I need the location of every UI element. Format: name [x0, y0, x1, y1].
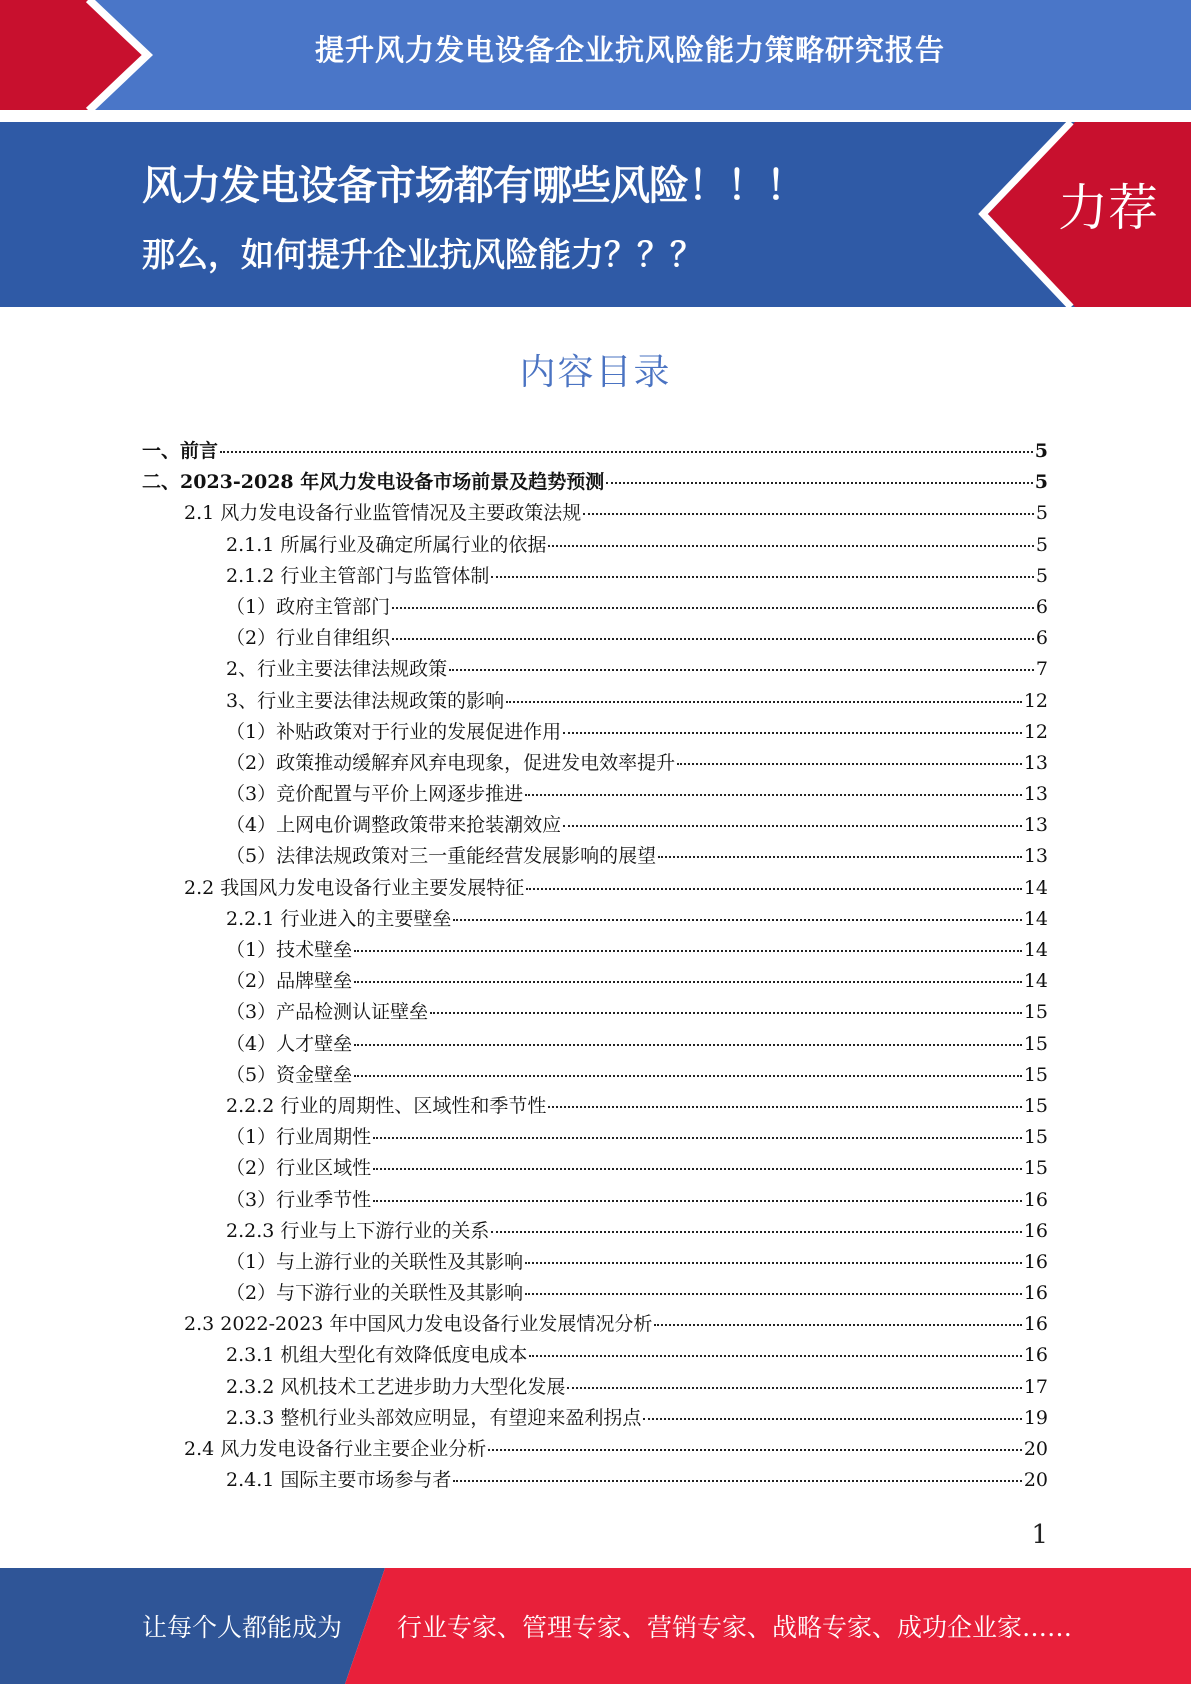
toc-entry-label: （2）与下游行业的关联性及其影响 — [226, 1282, 524, 1305]
toc-leader-dots — [373, 1136, 1022, 1139]
page-number: 1 — [1031, 1520, 1048, 1550]
toc-leader-dots — [506, 700, 1022, 703]
toc-entry-label: 2、行业主要法律法规政策 — [226, 658, 448, 681]
toc-title: 内容目录 — [519, 352, 672, 393]
toc-leader-dots — [563, 824, 1022, 827]
toc-entry[interactable] — [142, 1340, 1048, 1371]
toc-leader-dots — [563, 731, 1022, 734]
toc-leader-dots — [491, 575, 1034, 578]
toc-entry-page: 12 — [1023, 689, 1048, 712]
toc-entry-label: 2.1.1 所属行业及确定所属行业的依据 — [226, 533, 547, 556]
toc-entry-page: 5 — [1035, 564, 1048, 587]
toc-entry[interactable] — [142, 498, 1048, 529]
toc-leader-dots — [453, 918, 1021, 921]
toc-entry[interactable] — [142, 1372, 1048, 1403]
toc-leader-dots — [529, 1354, 1021, 1357]
toc-entry[interactable] — [142, 1216, 1048, 1247]
toc-entry[interactable] — [142, 686, 1048, 717]
toc-entry-page: 5 — [1035, 502, 1048, 525]
toc-entry-page: 14 — [1023, 970, 1048, 993]
toc-entry-page: 19 — [1023, 1406, 1048, 1429]
toc-entry-label: （4）人才壁垒 — [226, 1032, 353, 1055]
toc-leader-dots — [548, 1105, 1021, 1108]
toc-entry-page: 6 — [1035, 627, 1048, 650]
toc-entry-label: 2.4.1 国际主要市场参与者 — [226, 1469, 452, 1492]
toc-entry-label: （2）政策推动缓解弃风弃电现象，促进发电效率提升 — [226, 751, 676, 774]
toc-entry[interactable] — [142, 1091, 1048, 1122]
toc-leader-dots — [677, 762, 1022, 765]
toc-entry[interactable] — [142, 1247, 1048, 1278]
toc-entry-page: 16 — [1023, 1188, 1048, 1211]
toc-entry[interactable] — [142, 748, 1048, 779]
toc-leader-dots — [449, 668, 1034, 671]
toc-entry-page: 17 — [1023, 1375, 1048, 1398]
toc-entry-label: （5）法律法规政策对三一重能经营发展影响的展望 — [226, 845, 657, 868]
headline-question: 那么，如何提升企业抗风险能力？？？ — [142, 235, 703, 274]
toc-leader-dots — [525, 1261, 1022, 1264]
toc-entry-page: 13 — [1023, 751, 1048, 774]
toc-entry-page: 15 — [1023, 1126, 1048, 1149]
toc-entry-label: （4）上网电价调整政策带来抢装潮效应 — [226, 814, 562, 837]
toc-entry[interactable] — [142, 1403, 1048, 1434]
toc-entry[interactable] — [142, 1122, 1048, 1153]
toc-entry-label: （1）行业周期性 — [226, 1126, 372, 1149]
toc-entry[interactable] — [142, 1185, 1048, 1216]
toc-leader-dots — [583, 512, 1034, 515]
toc-leader-dots — [373, 1167, 1022, 1170]
toc-entry[interactable] — [142, 810, 1048, 841]
toc-entry[interactable] — [142, 561, 1048, 592]
toc-entry-page: 5 — [1034, 440, 1048, 462]
toc-entry-label: （2）行业自律组织 — [226, 627, 391, 650]
toc-entry[interactable] — [142, 935, 1048, 966]
toc-entry-label: 2.2.2 行业的周期性、区域性和季节性 — [226, 1094, 547, 1117]
toc-entry[interactable] — [142, 904, 1048, 935]
toc-entry-page: 15 — [1023, 1063, 1048, 1086]
toc-entry[interactable] — [142, 841, 1048, 872]
toc-entry-page: 16 — [1023, 1344, 1048, 1367]
toc-leader-dots — [392, 637, 1034, 640]
toc-leader-dots — [392, 606, 1034, 609]
toc-entry-page: 16 — [1023, 1282, 1048, 1305]
toc-entry-page: 6 — [1035, 595, 1048, 618]
recommend-badge: 力荐 — [1058, 179, 1158, 237]
headline-risk: 风力发电设备市场都有哪些风险！！！ — [142, 163, 805, 209]
toc-entry-label: 3、行业主要法律法规政策的影响 — [226, 689, 505, 712]
toc-entry-page: 20 — [1023, 1469, 1048, 1492]
toc-entry[interactable] — [142, 623, 1048, 654]
toc-entry[interactable] — [142, 873, 1048, 904]
toc-leader-dots — [430, 1011, 1022, 1014]
toc-entry[interactable] — [142, 1434, 1048, 1465]
toc-leader-dots — [654, 1323, 1021, 1326]
toc-entry-label: （1）与上游行业的关联性及其影响 — [226, 1250, 524, 1273]
toc-entry-page: 15 — [1023, 1094, 1048, 1117]
toc-entry-page: 15 — [1023, 1157, 1048, 1180]
toc-entry-label: （2）行业区域性 — [226, 1157, 372, 1180]
toc-entry-page: 5 — [1035, 533, 1048, 556]
toc-entry-page: 5 — [1034, 471, 1048, 494]
toc-entry-label: 2.3.1 机组大型化有效降低度电成本 — [226, 1344, 528, 1367]
toc-entry-label: （2）品牌壁垒 — [226, 970, 353, 993]
toc-entry-page: 16 — [1023, 1250, 1048, 1273]
toc-entry[interactable] — [142, 592, 1048, 623]
toc-leader-dots — [354, 949, 1022, 952]
toc-entry-label: 2.3.3 整机行业头部效应明显，有望迎来盈利拐点 — [226, 1406, 642, 1429]
toc-entry-label: 2.1 风力发电设备行业监管情况及主要政策法规 — [184, 502, 582, 525]
toc-entry[interactable] — [142, 997, 1048, 1028]
toc-entry-label: 2.2 我国风力发电设备行业主要发展特征 — [184, 876, 525, 899]
toc-entry[interactable] — [142, 1029, 1048, 1060]
toc-entry-label: 2.2.3 行业与上下游行业的关系 — [226, 1219, 490, 1242]
toc-entry-label: 一、前言 — [142, 440, 219, 462]
toc-entry-page: 15 — [1023, 1032, 1048, 1055]
toc-entry-label: 2.2.1 行业进入的主要壁垒 — [226, 907, 452, 930]
toc-leader-dots — [643, 1417, 1021, 1420]
toc-entry-page: 7 — [1035, 658, 1048, 681]
toc-entry[interactable] — [142, 1465, 1048, 1496]
toc-leader-dots — [548, 544, 1034, 547]
toc-entry-page: 13 — [1023, 814, 1048, 837]
toc-entry-label: （1）技术壁垒 — [226, 939, 353, 961]
toc-leader-dots — [373, 1199, 1022, 1202]
toc-entry[interactable] — [142, 654, 1048, 685]
table-of-contents — [142, 436, 1048, 1496]
footer-slogan-left: 让每个人都能成为 — [142, 1613, 343, 1642]
toc-entry-label: （1）政府主管部门 — [226, 595, 391, 618]
toc-leader-dots — [354, 1074, 1022, 1077]
toc-leader-dots — [526, 887, 1022, 890]
toc-entry-page: 14 — [1023, 907, 1048, 930]
toc-entry[interactable] — [142, 779, 1048, 810]
toc-entry-label: 2.3 2022-2023 年中国风力发电设备行业发展情况分析 — [184, 1313, 653, 1336]
toc-leader-dots — [525, 793, 1022, 796]
toc-entry[interactable] — [142, 436, 1048, 467]
toc-entry-page: 13 — [1023, 845, 1048, 868]
toc-entry-label: 2.1.2 行业主管部门与监管体制 — [226, 564, 490, 587]
toc-entry-page: 20 — [1023, 1438, 1048, 1460]
toc-entry[interactable] — [142, 1060, 1048, 1091]
footer-slogan-right: 行业专家、管理专家、营销专家、战略专家、成功企业家…… — [397, 1613, 1073, 1642]
toc-entry-label: （3）竞价配置与平价上网逐步推进 — [226, 783, 524, 806]
toc-entry-label: （3）行业季节性 — [226, 1188, 372, 1211]
toc-entry-page: 14 — [1023, 939, 1048, 961]
toc-entry[interactable] — [142, 717, 1048, 748]
toc-leader-dots — [658, 855, 1022, 858]
toc-leader-dots — [606, 481, 1033, 484]
toc-entry[interactable] — [142, 1153, 1048, 1184]
toc-leader-dots — [567, 1386, 1021, 1389]
toc-entry[interactable] — [142, 1309, 1048, 1340]
toc-leader-dots — [354, 980, 1022, 983]
toc-entry-label: （5）资金壁垒 — [226, 1063, 353, 1086]
report-title: 提升风力发电设备企业抗风险能力策略研究报告 — [314, 33, 945, 67]
toc-entry-label: （3）产品检测认证壁垒 — [226, 1001, 429, 1024]
toc-entry-label: 二、2023-2028 年风力发电设备市场前景及趋势预测 — [142, 471, 605, 494]
toc-leader-dots — [491, 1230, 1021, 1233]
toc-entry-label: 2.4 风力发电设备行业主要企业分析 — [184, 1438, 487, 1460]
toc-leader-dots — [453, 1479, 1021, 1482]
toc-entry-page: 16 — [1023, 1313, 1048, 1336]
toc-entry-label: 2.3.2 风机技术工艺进步助力大型化发展 — [226, 1375, 566, 1398]
toc-entry-page: 16 — [1023, 1219, 1048, 1242]
toc-entry[interactable] — [142, 530, 1048, 561]
toc-entry[interactable] — [142, 1278, 1048, 1309]
toc-entry-label: （1）补贴政策对于行业的发展促进作用 — [226, 720, 562, 743]
toc-entry-page: 15 — [1023, 1001, 1048, 1024]
toc-leader-dots — [525, 1292, 1022, 1295]
toc-entry-page: 14 — [1023, 876, 1048, 899]
toc-entry-page: 12 — [1023, 720, 1048, 743]
toc-leader-dots — [354, 1043, 1022, 1046]
toc-entry-page: 13 — [1023, 783, 1048, 806]
top-header-band — [0, 0, 1191, 110]
toc-leader-dots — [488, 1448, 1022, 1451]
toc-entry[interactable] — [142, 467, 1048, 498]
toc-entry[interactable] — [142, 966, 1048, 997]
toc-leader-dots — [220, 450, 1033, 453]
